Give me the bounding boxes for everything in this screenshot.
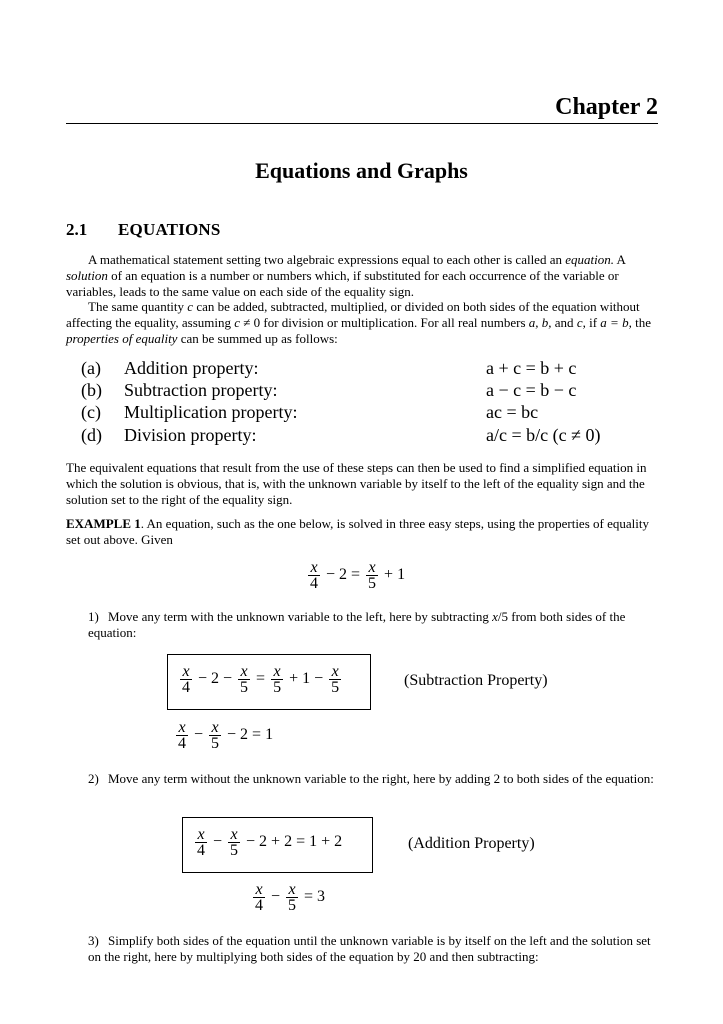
step-1-result: $\frac{x}{4}$ − $\frac{x}{5}$ − 2 = 1 [178, 719, 274, 752]
step-1-note: (Subtraction Property) [404, 672, 548, 689]
example-label: EXAMPLE 1 [66, 516, 141, 531]
step-2: 2) Move any term without the unknown variable to the right, here by adding 2 to both sides of the equation: [88, 771, 654, 786]
property-row: (a) Addition property: a + c = b + c [81, 358, 577, 378]
property-row: (c) Multiplication property: ac = bc [81, 402, 539, 422]
paragraph-properties-intro: The same quantity c can be added, subtracted, multiplied, or divided on both sides of the equation without affecting the equality, assuming c ≠ 0 for division or multiplication. For all real numbers a, b, and c, if a = b, the properties of equality can be summed up as follows: [66, 299, 651, 346]
step-2-result: $\frac{x}{4}$ − $\frac{x}{5}$ = 3 [255, 881, 326, 914]
given-equation: $\frac{x}{4}$ − 2 = $\frac{x}{5}$ + 1 [310, 559, 406, 592]
step-1-equation-box: $\frac{x}{4}$ − 2 − $\frac{x}{5}$ = $\frac{x}{5}$ + 1 − $\frac{x}{5}$ [167, 654, 371, 710]
property-row: (b) Subtraction property: a − c = b − c [81, 380, 577, 400]
step-2-equation-box: $\frac{x}{4}$ − $\frac{x}{5}$ − 2 + 2 = 1 + 2 [182, 817, 373, 873]
section-title: EQUATIONS [118, 220, 221, 239]
property-row: (d) Division property: a/c = b/c (c ≠ 0) [81, 425, 601, 445]
example-paragraph: EXAMPLE 1. An equation, such as the one below, is solved in three easy steps, using the properties of equality set out above. Given [66, 516, 649, 547]
section-number: 2.1 [66, 220, 88, 239]
header-rule [66, 123, 658, 124]
step-2-note: (Addition Property) [408, 835, 535, 852]
step-3: 3) Simplify both sides of the equation until the unknown variable is by itself on the left and the solution set on the right, here by multiplying both sides of the equation by 20 and then subtracting: [88, 933, 651, 964]
paragraph-equivalent-equations: The equivalent equations that result from the use of these steps can then be used to find a simplified equation in which the solution is obvious, that is, with the unknown variable by itself to the left of the equality sign and the solution set to the right of the equality sign. [66, 460, 647, 507]
page-title: Equations and Graphs [255, 158, 468, 183]
step-1: 1) Move any term with the unknown variable to the left, here by subtracting x/5 from both sides of the equation: [88, 609, 626, 640]
chapter-heading: Chapter 2 [555, 94, 658, 120]
paragraph-definition: A mathematical statement setting two algebraic expressions equal to each other is called an equation. A solution of an equation is a number or numbers which, if substituted for each occurrence of the variable or variables, leads to the same value on each side of the equality sign. [66, 252, 626, 299]
